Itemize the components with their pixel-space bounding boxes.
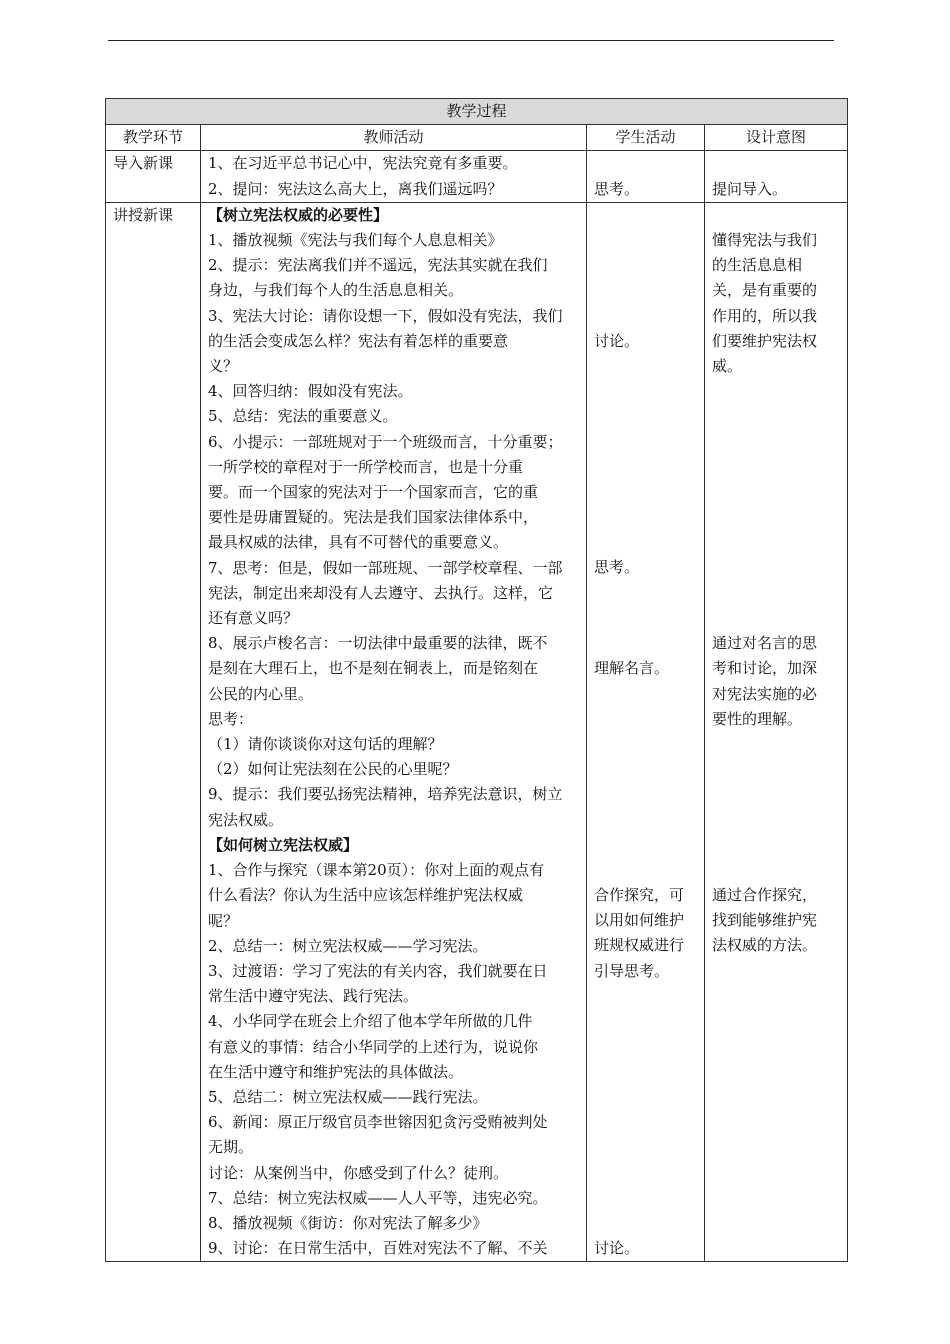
student-line: 引导思考。 <box>594 961 670 980</box>
teacher-line: 宪法，制定出来却没有人去遵守、去执行。这样，它 <box>208 583 554 602</box>
stage-cell: 导入新课 <box>106 151 201 202</box>
stage-cell: 讲授新课 <box>106 202 201 1262</box>
teacher-line: 6、小提示：一部班规对于一个班级而言，十分重要； <box>208 432 563 451</box>
intent-line: 提问导入。 <box>712 179 788 198</box>
student-line: 理解名言。 <box>594 659 670 678</box>
header-rule <box>108 40 834 41</box>
teacher-line: 呢？ <box>208 911 239 930</box>
intent-line: 找到能够维护宪 <box>712 911 818 930</box>
header-stage: 教学环节 <box>106 125 201 151</box>
student-line: 班规权威进行 <box>594 936 685 955</box>
section-heading: 【树立宪法权威的必要性】 <box>208 205 389 224</box>
student-line: 讨论。 <box>594 331 640 350</box>
teacher-line: 1、播放视频《宪法与我们每个人息息相关》 <box>208 231 503 250</box>
teacher-line: 5、总结：宪法的重要意义。 <box>208 407 398 426</box>
teacher-cell <box>201 151 587 202</box>
teacher-line: 9、讨论：在日常生活中，百姓对宪法不了解、不关 <box>208 1239 548 1258</box>
student-line: 以用如何维护 <box>594 911 685 930</box>
teacher-line: 2、提问：宪法这么高大上，离我们遥远吗？ <box>208 179 503 198</box>
intent-line: 考和讨论，加深 <box>712 659 818 678</box>
teacher-line: 常生活中遵守宪法、践行宪法。 <box>208 987 419 1006</box>
teacher-line: 还有意义吗？ <box>208 609 299 628</box>
intent-line: 通过对名言的思 <box>712 634 818 653</box>
teacher-line: 最具权威的法律，具有不可替代的重要意义。 <box>208 533 509 552</box>
teacher-line: （1）请你谈谈你对这句话的理解？ <box>208 735 443 754</box>
teacher-line: 是刻在大理石上，也不是刻在铜表上，而是铭刻在 <box>208 659 539 678</box>
teacher-line: 思考： <box>208 709 254 728</box>
intent-line: 关，是有重要的 <box>712 281 818 300</box>
teacher-line: 身边，与我们每个人的生活息息相关。 <box>208 281 464 300</box>
intent-line: 们要维护宪法权 <box>712 331 818 350</box>
intent-line: 要性的理解。 <box>712 709 803 728</box>
student-cell <box>587 151 705 202</box>
table-row <box>106 151 848 202</box>
header-student: 学生活动 <box>587 125 705 151</box>
student-line: 思考。 <box>594 558 640 577</box>
teacher-line: 1、合作与探究（课本第20页）：你对上面的观点有 <box>208 861 545 880</box>
table-banner: 教学过程 <box>106 99 848 125</box>
teacher-line: 无期。 <box>208 1138 254 1157</box>
intent-line: 法权威的方法。 <box>712 936 818 955</box>
intent-line: 对宪法实施的必 <box>712 684 818 703</box>
intent-line: 懂得宪法与我们 <box>712 231 818 249</box>
header-intent: 设计意图 <box>705 125 848 151</box>
teacher-line: 义？ <box>208 357 239 376</box>
teacher-line: 的生活会变成怎么样？宪法有着怎样的重要意 <box>208 331 509 350</box>
student-cell <box>587 202 705 1262</box>
student-line: 讨论。 <box>594 1238 640 1257</box>
intent-line: 的生活息息相 <box>712 256 803 275</box>
intent-cell <box>705 151 848 202</box>
teacher-line: 6、新闻：原正厅级官员李世镕因犯贪污受贿被判处 <box>208 1113 548 1132</box>
teacher-line: 一所学校的章程对于一所学校而言，也是十分重 <box>208 457 524 476</box>
teacher-line: 2、总结一：树立宪法权威——学习宪法。 <box>208 936 488 955</box>
teacher-line: 4、回答归纳：假如没有宪法。 <box>208 382 413 401</box>
teacher-line: 讨论：从案例当中，你感受到了什么？徒刑。 <box>208 1163 509 1182</box>
teacher-line: 宪法权威。 <box>208 810 284 829</box>
student-line: 思考。 <box>594 179 640 198</box>
teacher-line: 9、提示：我们要弘扬宪法精神，培养宪法意识，树立 <box>208 785 563 804</box>
teacher-line: 公民的内心里。 <box>208 684 314 703</box>
teacher-line: 8、展示卢梭名言：一切法律中最重要的法律，既不 <box>208 634 548 653</box>
teacher-line: （2）如何让宪法刻在公民的心里呢？ <box>208 760 458 779</box>
student-line: 合作探究，可 <box>594 885 685 904</box>
teacher-line: 3、宪法大讨论：请你设想一下，假如没有宪法，我们 <box>208 306 563 325</box>
teacher-line: 7、总结：树立宪法权威——人人平等，违宪必究。 <box>208 1188 548 1207</box>
table-row <box>106 202 848 1262</box>
teaching-process-table <box>105 98 848 1262</box>
header-teacher: 教师活动 <box>201 125 587 151</box>
teacher-line: 4、小华同学在班会上介绍了他本学年所做的几件 <box>208 1012 533 1031</box>
teacher-line: 2、提示：宪法离我们并不遥远，宪法其实就在我们 <box>208 256 548 275</box>
teacher-line: 3、过渡语：学习了宪法的有关内容，我们就要在日 <box>208 961 548 980</box>
intent-line: 作用的，所以我 <box>712 306 818 325</box>
teacher-line: 7、思考：但是，假如一部班规、一部学校章程、一部 <box>208 558 563 577</box>
teacher-line: 要。而一个国家的宪法对于一个国家而言，它的重 <box>208 483 539 502</box>
section-heading: 【如何树立宪法权威】 <box>208 835 359 854</box>
teacher-cell <box>201 202 587 1262</box>
teacher-line: 8、播放视频《街访：你对宪法了解多少》 <box>208 1213 488 1232</box>
intent-line: 通过合作探究， <box>712 886 818 905</box>
intent-cell <box>705 202 848 1262</box>
teacher-line: 有意义的事情：结合小华同学的上述行为，说说你 <box>208 1037 539 1056</box>
intent-line: 威。 <box>712 357 743 376</box>
teacher-line: 1、在习近平总书记心中，宪法究竟有多重要。 <box>208 154 518 173</box>
teacher-line: 5、总结二：树立宪法权威——践行宪法。 <box>208 1087 488 1106</box>
teacher-line: 在生活中遵守和维护宪法的具体做法。 <box>208 1062 464 1081</box>
teacher-line: 什么看法？你认为生活中应该怎样维护宪法权威 <box>208 886 524 905</box>
teacher-line: 要性是毋庸置疑的。宪法是我们国家法律体系中， <box>208 508 539 527</box>
